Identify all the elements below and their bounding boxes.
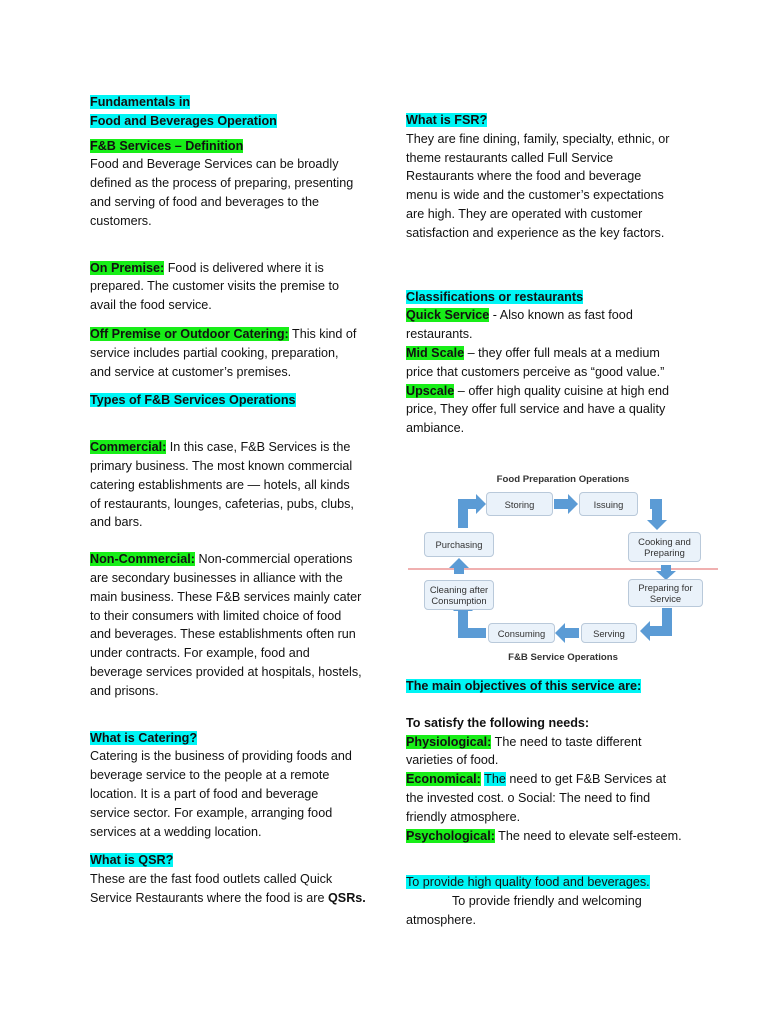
arrow-left-icon xyxy=(555,623,579,643)
arrow-right-icon xyxy=(554,494,578,514)
upscale-line: price, They offer full service and have a quality xyxy=(406,402,666,417)
definition-line: and serving of food and beverages to the xyxy=(90,194,319,209)
issuing-box: Issuing xyxy=(579,492,638,516)
cleaning-box: Cleaning after Consumption xyxy=(424,580,494,610)
commercial-line: and bars. xyxy=(90,515,143,530)
classifications-heading: Classifications or restaurants xyxy=(406,289,584,304)
arrow-down-icon xyxy=(647,499,667,530)
catering-line: Catering is the business of providing foods and xyxy=(90,749,352,764)
document-title-line2: Food and Beverages Operation xyxy=(90,113,277,128)
definition-line: Food and Beverage Services can be broadly xyxy=(90,157,339,172)
definition-line: defined as the process of preparing, presenting xyxy=(90,176,354,191)
arrow-up-right-icon xyxy=(458,494,486,528)
upscale-label: Upscale xyxy=(406,383,455,398)
qsr-bold-text: QSRs. xyxy=(328,890,366,905)
non-commercial-line: under contracts. For example, food and xyxy=(90,646,310,661)
quality-objective: To provide high quality food and beverages. xyxy=(406,875,650,890)
on-premise-label: On Premise: xyxy=(90,260,165,275)
types-heading: Types of F&B Services Operations xyxy=(90,393,296,408)
definition-heading: F&B Services – Definition xyxy=(90,138,244,153)
right-column-upper xyxy=(406,111,706,438)
psychological-label: Psychological: xyxy=(406,828,495,843)
non-commercial-line: beverage services provided at hospitals, hostels, xyxy=(90,664,362,679)
upscale-line: ambiance. xyxy=(406,421,465,436)
off-premise-line: service includes partial cooking, preparation, xyxy=(90,345,339,360)
catering-line: beverage service to the people at a remote xyxy=(90,768,330,783)
upscale-text: – offer high quality cuisine at high end xyxy=(454,383,670,398)
fsr-line: menu is wide and the customer’s expectations xyxy=(406,188,664,203)
non-commercial-line: to their consumers with limited choice of food xyxy=(90,608,342,623)
fsr-line: are high. They are operated with customer xyxy=(406,206,643,221)
friendly-objective-line2: atmosphere. xyxy=(406,912,477,927)
economical-line: the invested cost. o Social: The need to find xyxy=(406,790,651,805)
physiological-text: The need to taste different xyxy=(491,734,642,749)
off-premise-text: This kind of xyxy=(288,326,357,341)
commercial-text: In this case, F&B Services is the xyxy=(166,440,351,455)
non-commercial-line: and beverages. These establishments often run xyxy=(90,627,356,642)
economical-the: The xyxy=(484,772,506,787)
food-operations-diagram xyxy=(408,468,718,665)
document-title-line1: Fundamentals in xyxy=(90,95,191,109)
diagram-bottom-title: F&B Service Operations xyxy=(508,652,618,663)
qsr-line: These are the fast food outlets called Quick xyxy=(90,872,333,887)
serving-box: Serving xyxy=(581,623,637,643)
on-premise-line: prepared. The customer visits the premise to xyxy=(90,279,339,294)
right-column-lower xyxy=(406,677,706,930)
purchasing-box: Purchasing xyxy=(424,532,494,557)
preparing-service-box: Preparing for Service xyxy=(628,579,703,607)
commercial-line: primary business. The most known commercial xyxy=(90,458,353,473)
arrow-down-left-icon xyxy=(640,608,672,641)
friendly-objective-line1: To provide friendly and welcoming xyxy=(452,894,642,909)
objectives-heading: The main objectives of this service are: xyxy=(406,679,642,693)
catering-line: location. It is a part of food and beverage xyxy=(90,786,319,801)
economical-line: friendly atmosphere. xyxy=(406,809,521,824)
arrow-down-icon xyxy=(656,565,676,580)
needs-heading: To satisfy the following needs: xyxy=(406,715,590,730)
consuming-box: Consuming xyxy=(488,623,555,643)
catering-line: services at a wedding location. xyxy=(90,824,262,839)
fsr-line: Restaurants where the food and beverage xyxy=(406,169,642,184)
non-commercial-line: are secondary businesses in alliance with the xyxy=(90,570,343,585)
commercial-line: catering establishments are — hotels, all kinds xyxy=(90,477,350,492)
economical-text: need to get F&B Services at xyxy=(505,772,667,787)
mid-scale-label: Mid Scale xyxy=(406,345,465,360)
fsr-line: They are fine dining, family, specialty, ethnic, or xyxy=(406,131,670,146)
non-commercial-line: main business. These F&B services mainly cater xyxy=(90,589,362,604)
physiological-line: varieties of food. xyxy=(406,753,499,768)
non-commercial-label: Non-Commercial: xyxy=(90,552,195,567)
catering-line: service sector. For example, arranging food xyxy=(90,805,333,820)
fsr-line: satisfaction and experience as the key factors. xyxy=(406,225,665,240)
diagram-arrows xyxy=(408,468,718,665)
arrow-up-icon xyxy=(449,558,469,574)
commercial-label: Commercial: xyxy=(90,440,167,455)
mid-scale-text: – they offer full meals at a medium xyxy=(464,345,660,360)
diagram-top-title: Food Preparation Operations xyxy=(496,474,630,485)
cooking-box: Cooking and Preparing xyxy=(628,532,701,562)
quick-service-line: restaurants. xyxy=(406,327,473,342)
fsr-line: theme restaurants called Full Service xyxy=(406,150,614,165)
off-premise-line: and service at customer’s premises. xyxy=(90,364,292,379)
definition-line: customers. xyxy=(90,213,152,228)
storing-box: Storing xyxy=(486,492,553,516)
economical-label: Economical: xyxy=(406,772,481,787)
fsr-heading: What is FSR? xyxy=(406,113,488,127)
qsr-heading: What is QSR? xyxy=(90,853,174,868)
non-commercial-line: and prisons. xyxy=(90,683,159,698)
mid-scale-line: price that customers perceive as “good value.” xyxy=(406,364,665,379)
commercial-line: of restaurants, lounges, cafeterias, pubs, clubs, xyxy=(90,496,354,511)
on-premise-line: avail the food service. xyxy=(90,298,212,313)
on-premise-text: Food is delivered where it is xyxy=(164,260,324,275)
off-premise-label: Off Premise or Outdoor Catering: xyxy=(90,326,289,341)
quick-service-label: Quick Service xyxy=(406,308,490,323)
non-commercial-text: Non-commercial operations xyxy=(194,552,353,567)
quick-service-text: - Also known as fast food xyxy=(489,308,633,323)
physiological-label: Physiological: xyxy=(406,734,492,749)
qsr-line: Service Restaurants where the food is are xyxy=(90,890,329,905)
psychological-text: The need to elevate self-esteem. xyxy=(494,828,682,843)
left-column xyxy=(90,93,380,908)
catering-heading: What is Catering? xyxy=(90,730,198,745)
